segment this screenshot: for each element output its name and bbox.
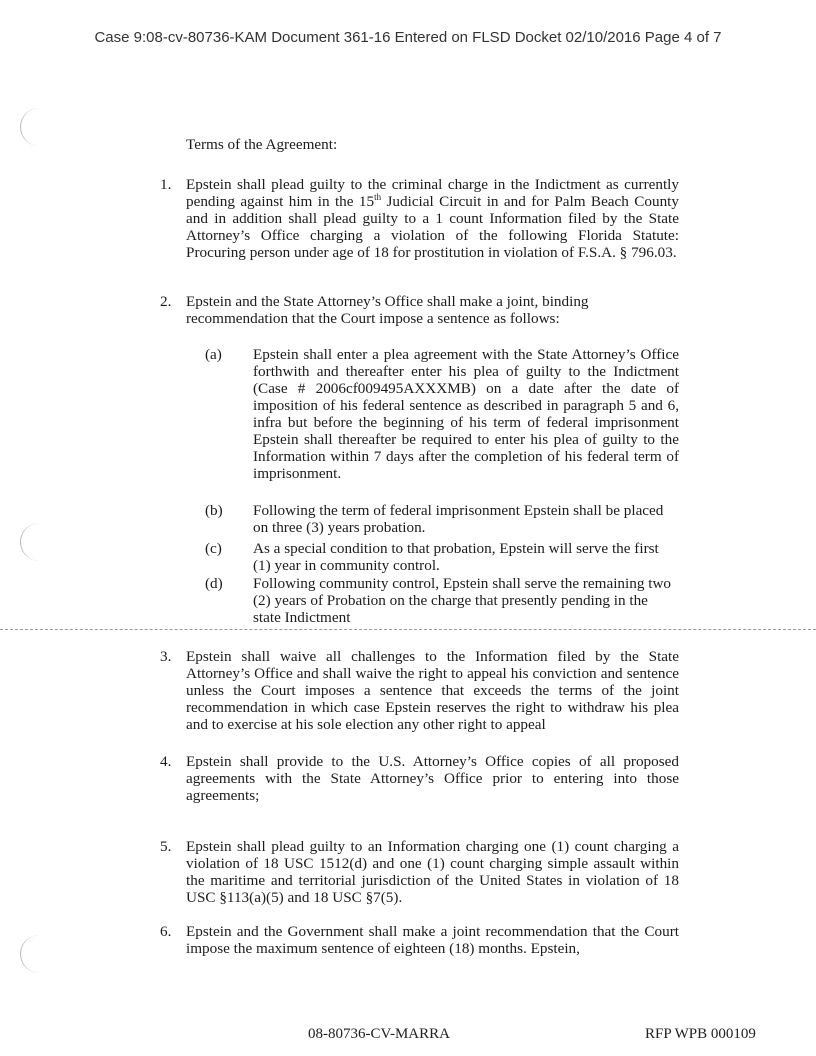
subitem-b-text: Following the term of federal imprisonment Epstein shall be placed on three (3) years probation. xyxy=(253,502,664,536)
item-1-text-end: Judicial Circuit in and for Palm Beach County and in addition shall plead guilty to a 1 count Information filed by the State Attorney’s Office charging a violation of the following Florida Statute: Procuring person under age of 18 for prostitution in violation of F.S.A. § 796.03. xyxy=(186,193,679,261)
docket-header: Case 9:08-cv-80736-KAM Document 361-16 Entered on FLSD Docket 02/10/2016 Page 4 of 7 xyxy=(94,29,722,46)
item-number: 5. xyxy=(160,838,172,855)
footer-bates-number: RFP WPB 000109 xyxy=(645,1026,756,1042)
item-number: 6. xyxy=(160,923,172,940)
ordinal-superscript: th xyxy=(374,191,382,202)
subitem-label: (d) xyxy=(205,575,223,592)
subitem-c-text: As a special condition to that probation, Epstein will serve the first (1) year in community control. xyxy=(253,540,659,574)
binder-hole-mark xyxy=(20,935,47,973)
item-number: 2. xyxy=(160,293,172,310)
subitem-label: (c) xyxy=(205,540,222,557)
item-6-text: Epstein and the Government shall make a joint recommendation that the Court impose the maximum sentence of eighteen (18) months. Epstein, xyxy=(186,923,679,957)
binder-hole-mark xyxy=(20,108,47,146)
item-number: 3. xyxy=(160,648,172,665)
binder-hole-mark xyxy=(20,523,47,561)
subitem-label: (b) xyxy=(205,502,223,519)
item-1-text-start: Epstein shall plead guilty to the criminal charge in the Indictment as currently pending against him in the 15 xyxy=(186,176,679,210)
item-1-text xyxy=(186,176,679,261)
item-number: 4. xyxy=(160,753,172,770)
item-number: 1. xyxy=(160,176,172,193)
item-2-text: Epstein and the State Attorney’s Office shall make a joint, binding recommendation that the Court impose a sentence as follows: xyxy=(186,293,589,327)
scan-artifact-line xyxy=(0,629,816,630)
subitem-d-text: Following community control, Epstein shall serve the remaining two (2) years of Probation on the charge that presently pending in the state Indictment xyxy=(253,575,672,626)
footer-case-number: 08-80736-CV-MARRA xyxy=(308,1026,450,1042)
item-3-text: Epstein shall waive all challenges to the Information filed by the State Attorney’s Office and shall waive the right to appeal his conviction and sentence unless the Court imposes a sentence that exceeds the terms of the joint recommendation in which case Epstein reserves the right to withdraw his plea and to exercise at his sole election any other right to appeal xyxy=(186,648,679,733)
item-5-text: Epstein shall plead guilty to an Information charging one (1) count charging a violation of 18 USC 1512(d) and one (1) count charging simple assault within the maritime and territorial jurisdiction of the United States in violation of 18 USC §113(a)(5) and 18 USC §7(5). xyxy=(186,838,679,906)
section-heading: Terms of the Agreement: xyxy=(186,136,338,153)
subitem-a-text: Epstein shall enter a plea agreement with the State Attorney’s Office forthwith and thereafter enter his plea of guilty to the Indictment (Case # 2006cf009495AXXXMB) on a date after the date of imposition of his federal sentence as described in paragraph 5 and 6, infra but before the beginning of his term of federal imprisonment Epstein shall thereafter be required to enter his plea of guilty to the Information within 7 days after the completion of his federal term of imprisonment. xyxy=(253,346,679,482)
subitem-label: (a) xyxy=(205,346,222,363)
item-4-text: Epstein shall provide to the U.S. Attorney’s Office copies of all proposed agreements with the State Attorney’s Office prior to entering into those agreements; xyxy=(186,753,679,804)
